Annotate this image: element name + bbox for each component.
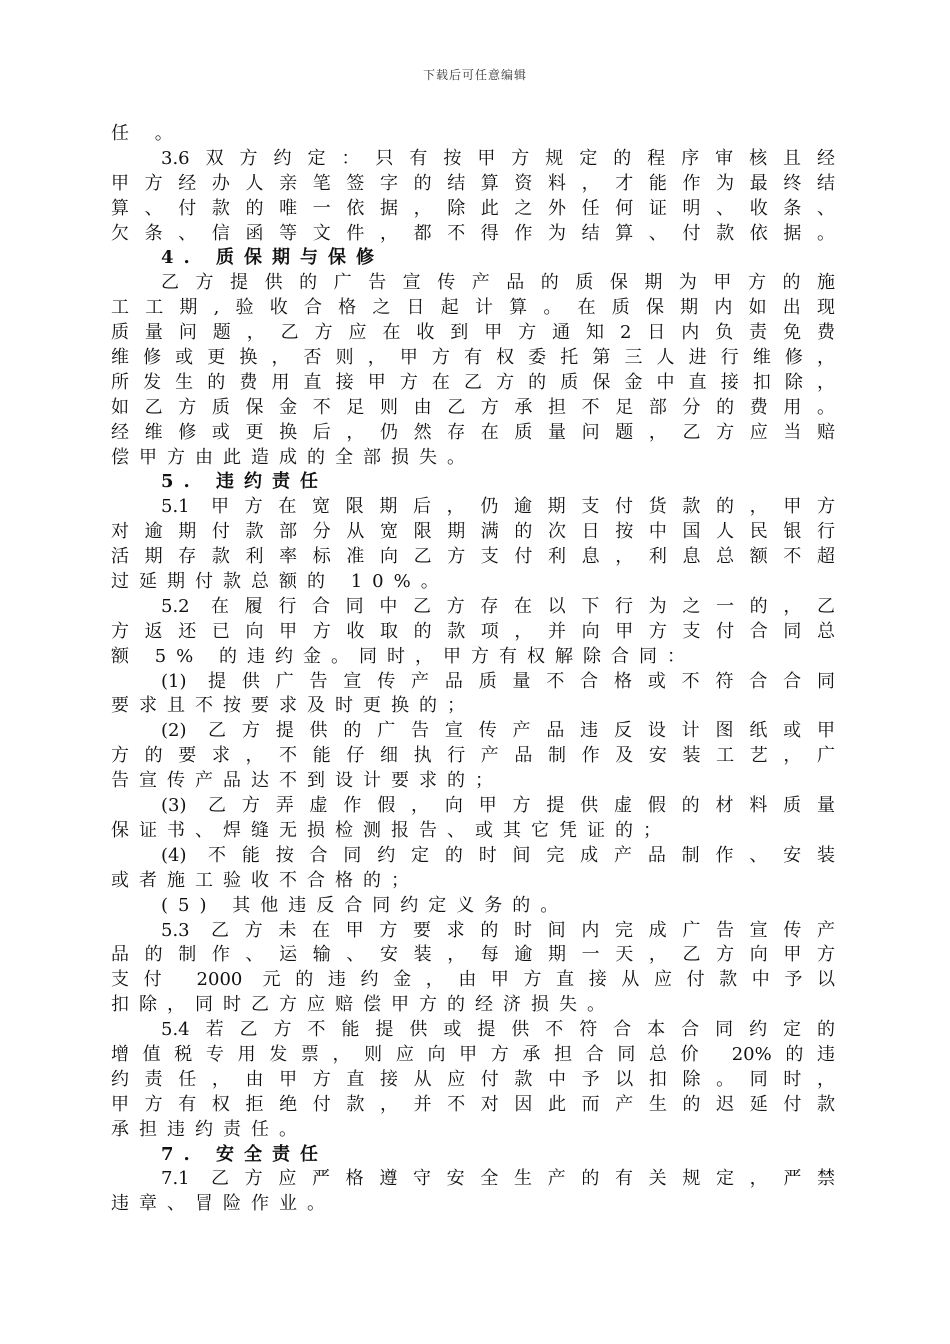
text-line: 任 。	[111, 123, 183, 144]
text-line: 约责任，由甲方直接从应付款中予以扣除。同时，	[111, 1068, 835, 1090]
text-line: 乙方提供的广告宣传产品的质保期为甲方的施	[161, 272, 835, 294]
text-line: 额 5% 的违约金。同时，甲方有权解除合同：	[111, 645, 695, 667]
text-line: 增值税专用发票，则应向甲方承担合同总价 20%的违	[111, 1043, 835, 1065]
section-heading: 7. 安全责任	[161, 1143, 329, 1165]
text-line: 7.1 乙方应严格遵守安全生产的有关规定，严禁	[161, 1168, 835, 1190]
text-line: 对逾期付款部分从宽限期满的次日按中国人民银行	[111, 521, 835, 543]
section-heading: 4. 质保期与保修	[161, 247, 385, 269]
text-line: 支付 2000 元的违约金，由甲方直接从应付款中予以	[111, 969, 835, 991]
text-line: (4) 不能按合同约定的时间完成产品制作、安装	[161, 844, 835, 866]
text-line: 算、付款的唯一依据，除此之外任何证明、收条、	[111, 197, 835, 219]
text-line: 要求且不按要求及时更换的；	[111, 695, 475, 717]
text-line: (2) 乙方提供的广告宣传产品违反设计图纸或甲	[161, 720, 835, 742]
text-line: 维修或更换，否则，甲方有权委托第三人进行维修，	[111, 347, 835, 369]
text-line: 方返还已向甲方收取的款项，并向甲方支付合同总	[111, 620, 835, 642]
text-line: 偿甲方由此造成的全部损失。	[111, 446, 475, 468]
text-line: 5.2 在履行合同中乙方存在以下行为之一的，乙	[161, 595, 835, 617]
text-line: 承担违约责任。	[111, 1118, 307, 1140]
text-line: 活期存款利率标准向乙方支付利息，利息总额不超	[111, 546, 835, 568]
text-line: 工工期,验收合格之日起计算。在质保期内如出现	[111, 297, 835, 319]
page-header-note: 下载后可任意编辑	[422, 68, 527, 82]
document-body	[111, 122, 835, 1217]
text-line: 品的制作、运输、安装，每逾期一天，乙方向甲方	[111, 944, 835, 966]
text-line: 经维修或更换后，仍然存在质量问题，乙方应当赔	[111, 421, 835, 443]
text-line: 过延期付款总额的 10%。	[111, 571, 449, 593]
text-line: 甲方有权拒绝付款，并不对因此而产生的迟延付款	[111, 1093, 835, 1115]
text-line: 质量问题，乙方应在收到甲方通知2日内负责免费	[111, 322, 835, 344]
text-line: (3) 乙方弄虚作假，向甲方提供虚假的材料质量	[161, 795, 835, 817]
text-line: 5.1 甲方在宽限期后，仍逾期支付货款的，甲方	[161, 496, 835, 518]
text-line: (1) 提供广告宣传产品质量不合格或不符合合同	[161, 670, 835, 692]
text-line: 所发生的费用直接甲方在乙方的质保金中直接扣除，	[111, 371, 835, 393]
text-line: 5.3 乙方未在甲方要求的时间内完成广告宣传产	[161, 919, 835, 941]
text-line: 告宣传产品达不到设计要求的；	[111, 770, 503, 792]
text-line: 方的要求，不能仔细执行产品制作及安装工艺，广	[111, 745, 835, 767]
text-line: 甲方经办人亲笔签字的结算资料，才能作为最终结	[111, 172, 835, 194]
text-line: 扣除，同时乙方应赔偿甲方的经济损失。	[111, 994, 615, 1016]
text-line: 保证书、焊缝无损检测报告、或其它凭证的；	[111, 819, 671, 841]
section-heading: 5. 违约责任	[161, 471, 329, 493]
text-line: 欠条、信函等文件，都不得作为结算、付款依据。	[111, 222, 835, 244]
text-line: 3.6双方约定：只有按甲方规定的程序审核且经	[161, 147, 835, 169]
text-line: 如乙方质保金不足则由乙方承担不足部分的费用。	[111, 396, 835, 418]
text-line: 5.4若乙方不能提供或提供不符合本合同约定的	[161, 1019, 835, 1041]
text-line: 或者施工验收不合格的；	[111, 869, 419, 891]
text-line: (5) 其他违反合同约定义务的。	[161, 894, 569, 916]
text-line: 违章、冒险作业。	[111, 1193, 335, 1215]
